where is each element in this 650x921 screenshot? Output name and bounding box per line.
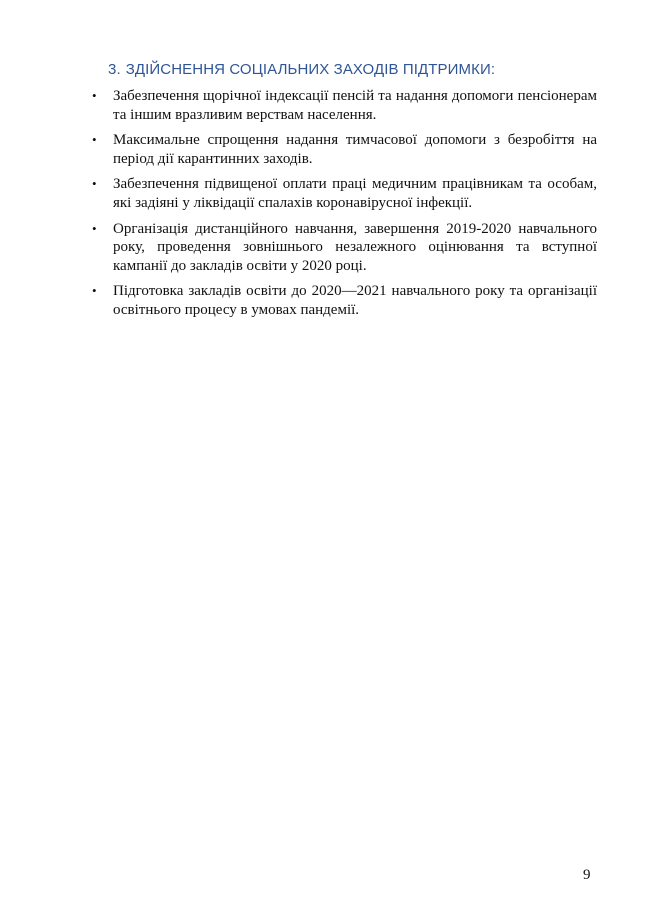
bullet-icon: •: [92, 176, 97, 192]
section-number: 3.: [108, 61, 121, 78]
list-item: [92, 220, 597, 276]
bullet-icon: •: [92, 283, 97, 299]
list-item-text: Максимальне спрощення надання тимчасової допомоги з безробіття на період дії карантинних заходів.: [113, 132, 597, 167]
list-item: [92, 175, 597, 212]
list-item-text: Організація дистанційного навчання, завершення 2019-2020 навчального року, проведення зовнішнього незалежного оцінювання та вступної кампанії до закладів освіти у 2020 році.: [113, 220, 597, 274]
page-number: 9: [583, 867, 591, 883]
bullet-icon: •: [92, 132, 97, 148]
measures-list: [92, 87, 597, 327]
list-item: [92, 87, 597, 124]
section-title: ЗДІЙСНЕННЯ СОЦІАЛЬНИХ ЗАХОДІВ ПІДТРИМКИ:: [125, 61, 496, 78]
list-item-text: Забезпечення щорічної індексації пенсій та надання допомоги пенсіонерам та іншим вразливим верствам населення.: [113, 88, 597, 123]
bullet-icon: •: [92, 88, 97, 103]
list-item-text: Підготовка закладів освіти до 2020—2021 навчального року та організації освітнього процесу в умовах пандемії.: [113, 283, 597, 318]
list-item: [92, 131, 597, 168]
list-item: [92, 282, 597, 319]
bullet-icon: •: [92, 220, 97, 236]
list-item-text: Забезпечення підвищеної оплати праці медичним працівникам та особам, які задіяні у ліквідації спалахів коронавірусної інфекції.: [113, 176, 597, 211]
section-heading: [108, 61, 588, 79]
